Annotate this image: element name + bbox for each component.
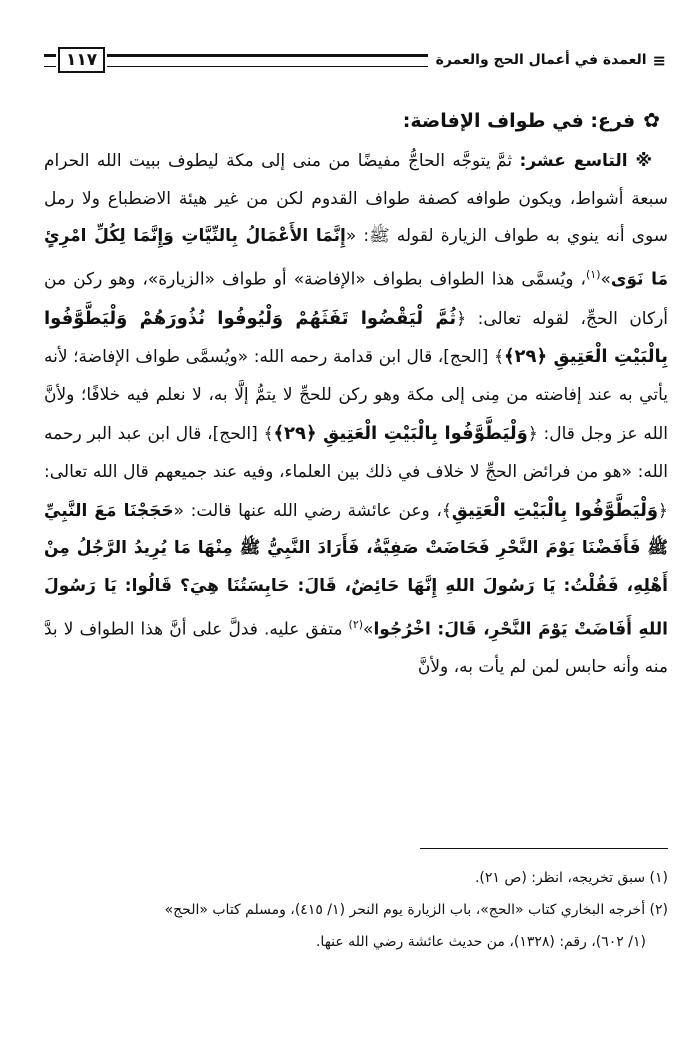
footnote-2-continued: (١/ ٦٠٢)، رقم: (١٣٢٨)، من حديث عائشة رضي الله عنها. <box>315 934 646 950</box>
footnote-divider <box>420 848 668 849</box>
footnote-1: (١) سبق تخريجه، انظر: (ص ٢١). <box>474 870 668 886</box>
body-paragraph <box>44 143 668 687</box>
quran-verse: وَلْيَطَّوَّفُوا بِالْبَيْتِ الْعَتِيقِ ﴿٢٩﴾ <box>273 423 528 445</box>
body-text: ﴾ [الحج]، قال ابن عبد البر رحمه الله: «هو من فرائض الحجِّ لا خلاف في ذلك بين العلماء، وفيه عند جميعهم قال الله تعالى: ﴿ <box>44 424 668 521</box>
body-text: » <box>600 269 611 290</box>
quran-verse: ثُمَّ لْيَقْضُوا تَفَثَهُمْ وَلْيُوفُوا نُذُورَهُمْ وَلْيَطَّوَّفُوا بِالْبَيْتِ الْعَتِيقِ ﴿٢٩﴾ <box>44 307 668 368</box>
body-text: » <box>363 619 374 640</box>
flower-ornament-icon: ✿ <box>643 108 660 132</box>
page-header <box>44 44 666 76</box>
body-text: متفق عليه. فدلَّ على أنَّ هذا الطواف لا بدَّ منه وأنه حابس لمن لم يأت به، ولأنَّ <box>44 619 668 678</box>
body-text: ﴾ [الحج]، قال ابن قدامة رحمه الله: «ويُسمَّى طواف الإفاضة؛ لأنه يأتي به عند إفاضته من مِنى إلى مكة وهو ركن للحجِّ لا يتمُّ إلَّا به، لا نعلم فيه خلافًا؛ ولأنَّ الله عز وجل قال: ﴿ <box>44 347 668 445</box>
main-content <box>44 102 668 687</box>
footnote-ref: (١) <box>585 268 601 282</box>
hadith-quote: إِنَّمَا الأَعْمَالُ بِالنِّيَّاتِ وَإِنَّمَا لِكُلِّ امْرِئٍ مَا نَوَى <box>44 226 668 290</box>
section-heading <box>44 102 660 141</box>
footnotes <box>44 862 668 958</box>
running-title: العمدة في أعمال الحج والعمرة <box>435 52 647 68</box>
section-heading-text: فرع: في طواف الإفاضة: <box>402 110 636 132</box>
body-text: ، ويُسمَّى هذا الطواف بطواف «الإفاضة» أو طواف «الزيارة»، وهو ركن من أركان الحجِّ، لقوله تعالى: ﴿ <box>44 269 669 329</box>
paragraph-lead: ※ التاسع عشر: <box>519 150 655 171</box>
hadith-quote: حَجَجْنَا مَعَ النَّبِيِّ ﷺ فَأَفَضْنَا يَوْمَ النَّحْرِ فَحَاضَتْ صَفِيَّةُ، فَأَرَادَ النَّبِيُّ ﷺ مِنْهَا مَا يُرِيدُ الرَّجُلُ مِنْ أَهْلِهِ، فَقُلْتُ: يَا رَسُولَ اللهِ إِنَّهَا حَائِضٌ، قَالَ: حَابِسَتُنَا هِيَ؟ قَالُوا: يَا رَسُولَ اللهِ أَفَاضَتْ يَوْمَ النَّحْرِ، قَالَ: اخْرُجُوا <box>44 500 668 640</box>
header-rule <box>107 54 428 67</box>
page-number: ١١٧ <box>58 47 105 73</box>
header-rule-cap <box>44 54 56 67</box>
body-text: ﴾، وعن عائشة رضي الله عنها قالت: « <box>173 500 452 521</box>
footnote-2: (٢) أخرجه البخاري كتاب «الحج»، باب الزيارة يوم النحر (١/ ٤١٥)، ومسلم كتاب «الحج» <box>164 902 668 918</box>
footnote-ref: (٢) <box>348 618 364 632</box>
quran-verse: وَلْيَطَّوَّفُوا بِالْبَيْتِ الْعَتِيقِ <box>451 499 659 521</box>
header-mark-icon: ≡ <box>652 50 666 70</box>
body-text: ثمَّ يتوجَّه الحاجُّ مفيضًا من منى إلى مكة ليطوف ببيت الله الحرام سبعة أشواط، ويكون طوافه كصفة طواف القدوم لكن من غير هيئة الاضطباع ولا رمل سوى أنه ينوي به طواف الزيارة لقوله ﷺ: « <box>44 150 669 247</box>
